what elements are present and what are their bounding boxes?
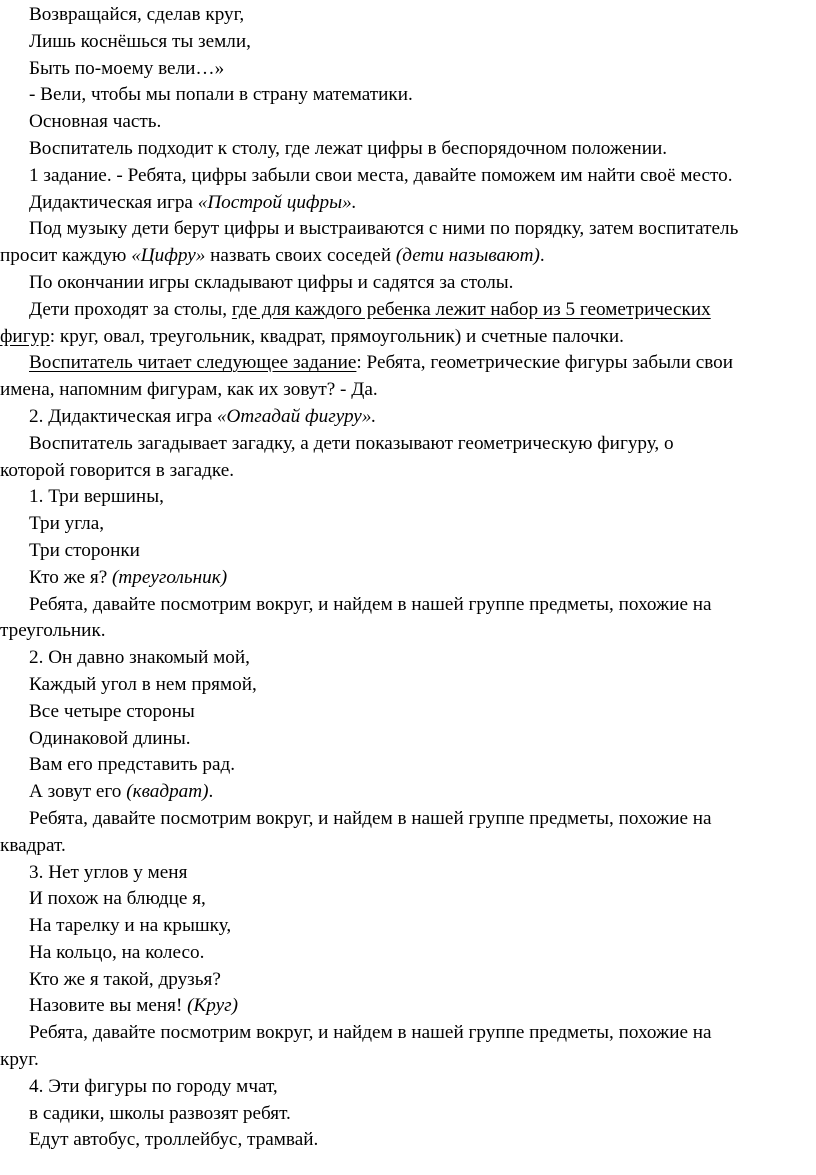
riddle-line: Три сторонки — [29, 539, 140, 561]
riddle-line: На кольцо, на колесо. — [29, 941, 205, 963]
paragraph-line: квадрат. — [0, 834, 66, 856]
underlined-span: фигур — [0, 325, 50, 347]
paragraph-line: которой говорится в загадке. — [0, 459, 235, 481]
text-span: Кто же я? — [29, 566, 113, 588]
document-body — [0, 2, 816, 1154]
text-span: Дети проходят за столы, — [29, 298, 232, 320]
riddle-line: Вам его представить рад. — [29, 754, 236, 776]
underlined-span: где для каждого ребенка лежит набор из 5 геометрических — [231, 298, 711, 320]
riddle-line — [0, 993, 816, 1020]
riddle-answer: (треугольник) — [112, 566, 228, 588]
paragraph: - Вели, чтобы мы попали в страну математики. — [29, 84, 413, 106]
paragraph: Воспитатель подходит к столу, где лежат цифры в беспорядочном положении. — [29, 137, 668, 159]
riddle-line: 3. Нет углов у меня — [29, 861, 188, 883]
game-name: «Построй цифры». — [197, 191, 357, 213]
game-title-line — [0, 404, 816, 431]
text-span: просит каждую — [0, 245, 132, 267]
italic-span: «Цифру» — [131, 245, 206, 267]
riddle-line — [0, 779, 816, 806]
riddle-line: в садики, школы развозят ребят. — [29, 1102, 291, 1124]
paragraph-line: Под музыку дети берут цифры и выстраиваются с ними по порядку, затем воспитатель — [29, 218, 739, 240]
riddle-line — [0, 565, 816, 592]
riddle-line: Каждый угол в нем прямой, — [29, 673, 257, 695]
paragraph: По окончании игры складывают цифры и садятся за столы. — [29, 271, 514, 293]
riddle-line: Одинаковой длины. — [29, 727, 191, 749]
paragraph-line — [0, 297, 816, 324]
poem-line: Быть по-моему вели…» — [29, 57, 225, 79]
riddle-line: Едут автобус, троллейбус, трамвай. — [29, 1129, 319, 1151]
riddle-line: И похож на блюдце я, — [29, 888, 206, 910]
paragraph-line: круг. — [0, 1049, 39, 1071]
underlined-span: Воспитатель читает следующее задание — [29, 352, 357, 374]
paragraph-line: Воспитатель загадывает загадку, а дети показывают геометрическую фигуру, о — [29, 432, 674, 454]
game-name: «Отгадай фигуру». — [216, 405, 377, 427]
riddle-answer: (квадрат) — [126, 781, 209, 803]
riddle-answer: (Круг) — [187, 995, 239, 1017]
riddle-line: 2. Он давно знакомый мой, — [29, 647, 250, 669]
riddle-line: На тарелку и на крышку, — [29, 915, 232, 937]
text-span: Дидактическая игра — [29, 191, 198, 213]
text-span: 2. Дидактическая игра — [29, 405, 217, 427]
riddle-line: Три угла, — [29, 513, 105, 535]
text-span: . — [208, 781, 214, 803]
text-span: : круг, овал, треугольник, квадрат, прямоугольник) и счетные палочки. — [49, 325, 624, 347]
text-span: А зовут его — [29, 781, 127, 803]
text-span: : Ребята, геометрические фигуры забыли свои — [356, 352, 734, 374]
text-span: назвать своих соседей — [205, 245, 396, 267]
game-title-line — [0, 190, 816, 217]
text-span: Назовите вы меня! — [29, 995, 188, 1017]
paragraph-line — [0, 350, 816, 377]
section-heading: Основная часть. — [29, 111, 162, 133]
paragraph-line — [0, 324, 816, 351]
riddle-line: Кто же я такой, друзья? — [29, 968, 221, 990]
riddle-line: Все четыре стороны — [29, 700, 195, 722]
italic-span: (дети называют) — [395, 245, 540, 267]
paragraph-line: треугольник. — [0, 620, 106, 642]
paragraph-line: Ребята, давайте посмотрим вокруг, и найдем в нашей группе предметы, похожие на — [29, 593, 712, 615]
paragraph-line — [0, 243, 816, 270]
poem-line: Лишь коснёшься ты земли, — [29, 30, 251, 52]
riddle-line: 1. Три вершины, — [29, 486, 164, 508]
paragraph-line: Ребята, давайте посмотрим вокруг, и найдем в нашей группе предметы, похожие на — [29, 807, 712, 829]
poem-line: Возвращайся, сделав круг, — [29, 4, 245, 25]
riddle-line: 4. Эти фигуры по городу мчат, — [29, 1075, 278, 1097]
paragraph-line: Ребята, давайте посмотрим вокруг, и найдем в нашей группе предметы, похожие на — [29, 1022, 712, 1044]
task-paragraph: 1 задание. - Ребята, цифры забыли свои места, давайте поможем им найти своё место. — [29, 164, 733, 186]
paragraph-line: имена, напомним фигурам, как их зовут? - Да. — [0, 379, 378, 401]
text-span: . — [539, 245, 545, 267]
